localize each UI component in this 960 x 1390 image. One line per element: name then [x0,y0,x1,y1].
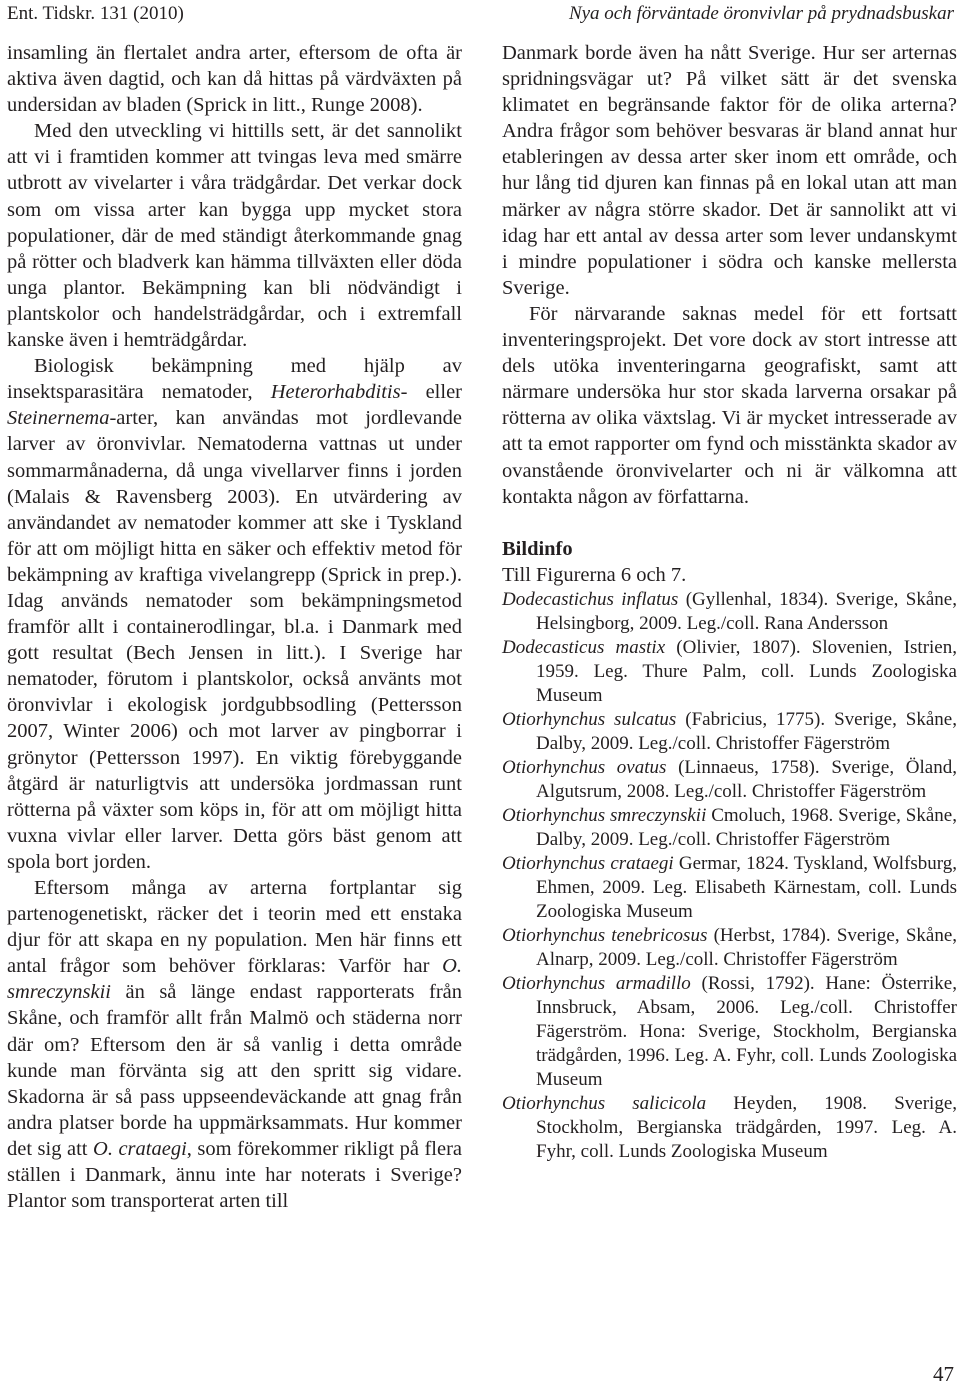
figure-entries-list [502,588,957,1164]
right-paragraph-2: För närvarande saknas medel för ett fortsatt inventeringsprojekt. Det vore dock av stort intresse att dels utöka inventeringarna geografiskt, samt att närmare undersöka hur stor skada larverna orsakar på rötterna av olika växtslag. Vi är mycket intresserade av att ta emot rapporter om fynd och misstänkta skador av ovanstående öronvivelarter och ni är välkomna att kontakta någon av författarna. [502,302,957,508]
figure-entry [502,1092,957,1164]
entry-details: (Fabricius, 1775). Sverige, Skåne, Dalby, 2009. Leg./coll. Christoffer Fägerström [536,708,957,754]
genus-name: Heterorhabditis- [270,381,408,404]
text-span: -arter, kan användas mot jordlevande larver av öronvivlar. Nematoderna vattnas ut under sommarmånaderna, då unga vivellarver finns i jorden (Malais & Ravensberg 2003). En utvärdering av användandet av nematoder kommer att ske i Tyskland för att om möjligt hitta en säker och effektiv metod för bekämpning av kraftiga vivelangrepp (Sprick in prep.). Idag används nematoder som bekämpningsmetod framför allt i containerodlingar, bl.a. i Danmark med gott resultat (Bech Jensen in litt.). I Sverige har nematoder, förutom i plantskolor, också använts mot öronvivlar i ekologisk jordgubbsodling (Pettersson 2007, Winter 2006) och mot larver av pingborrar i grönytor (Pettersson 1997). En viktig förebyggande åtgärd är naturligtvis att undersöka jordmassan runt rötterna på växter som köps in, för att om möjligt hitta vuxna vivlar eller larver. Detta görs bäst genom att spola bort jorden. [7,407,462,873]
figure-entry [502,804,957,852]
entry-details: (Linnaeus, 1758). Sverige, Öland, Algutsrum, 2008. Leg./coll. Christoffer Fägerström [536,756,957,802]
figure-entry [502,852,957,924]
species-name: Otiorhynchus crataegi [502,852,674,874]
text-span: Eftersom många av arterna fortplantar sig partenogenetiskt, räcker det i teorin med ett enstaka djur för att skapa en ny population. Men här finns ett antal frågor som behöver förklaras: Varför har [7,877,462,978]
bildinfo-heading: Bildinfo [502,537,573,560]
page-number: 47 [933,1362,954,1386]
species-name: Dodecastichus inflatus [502,588,679,610]
entry-details: (Herbst, 1784). Sverige, Skåne, Alnarp, 2009. Leg./coll. Christoffer Fägerström [536,924,958,970]
figure-entry [502,588,957,636]
species-name: O. smreczynskii [7,955,462,1004]
text-span: , som förekommer rikligt på flera ställen i Danmark, ännu inte har noterats i Sverige? Plantor som transporterat arten till [7,1137,462,1213]
entry-details: (Rossi, 1792). Hane: Österrike, Innsbruck, Absam, 2006. Leg./coll. Christoffer Fägerström. Hona: Sverige, Stockholm, Bergianska trädgården, 1996. Leg. A. Fyhr, coll. Lunds Zoologiska Museum [536,972,957,1090]
entry-details: (Olivier, 1807). Slovenien, Istrien, 1959. Leg. Thure Palm, coll. Lunds Zoologiska Museum [536,636,957,706]
entry-details: Cmoluch, 1968. Sverige, Skåne, Dalby, 2009. Leg./coll. Christoffer Fägerström [536,804,957,850]
species-name: Otiorhynchus salicicola [502,1092,707,1114]
species-name: Otiorhynchus tenebricosus [502,924,708,946]
figure-entry [502,636,957,708]
figure-entry [502,708,957,756]
species-name: Otiorhynchus sulcatus [502,708,677,730]
species-name: O. crataegi [93,1137,187,1160]
entry-details: Heyden, 1908. Sverige, Stockholm, Bergianska trädgården, 1997. Leg. A. Fyhr, coll. Lunds Zoologiska Museum [536,1092,957,1162]
text-span: Biologisk bekämpning med hjälp av insektsparasitära nematoder, [7,355,462,404]
left-paragraph-4 [7,875,462,1214]
entry-details: Germar, 1824. Tyskland, Wolfsburg, Ehmen, 2009. Leg. Elisabeth Kärnestam, coll. Lunds Zoologiska Museum [536,852,957,922]
text-span: eller [407,381,462,404]
journal-citation: Ent. Tidskr. 131 (2010) [7,3,184,24]
running-title: Nya och förväntade öronvivlar på prydnadsbuskar [568,3,954,24]
right-column [502,40,957,1164]
species-name: Otiorhynchus smreczynskii [502,804,707,826]
right-paragraph-1: Danmark borde även ha nått Sverige. Hur ser arternas spridningsvägar ut? På vilket sätt är det svenska klimatet en begränsande faktor för de olika arterna? Andra frågor som behöver besvaras är bland annat hur etableringen av dessa arter sker inom ett område, och hur lång tid djuren kan finnas på en lokal utan att man märker av några större skador. Det är sannolikt att vi idag har ett antal av dessa arter som lever undanskymt i mindre populationer i södra och kanske mellersta Sverige. [502,42,957,299]
species-name: Otiorhynchus armadillo [502,972,691,994]
entry-details: (Gyllenhal, 1834). Sverige, Skåne, Helsingborg, 2009. Leg./coll. Rana Andersson [536,588,957,634]
left-column [7,40,462,1214]
species-name: Otiorhynchus ovatus [502,756,667,778]
left-paragraph-1: insamling än flertalet andra arter, eftersom de ofta är aktiva även dagtid, och kan då hittas på värdväxten på undersidan av bladen (Sprick in litt., Runge 2008). [7,42,462,117]
figure-entry [502,924,957,972]
species-name: Dodecasticus mastix [502,636,666,658]
figure-entry [502,756,957,804]
text-span: än så länge endast rapporterats från Skåne, och framför allt från Malmö och städerna norr där om? Eftersom den är så vanlig i detta område kunde man förvänta sig att den spritt sig vidare. Skadorna är så pass uppseendeväckande att gnag från andra platser borde ha uppmärksammats. Hur kommer det sig att [7,981,462,1160]
left-paragraph-3 [7,353,462,875]
figure-entry [502,972,957,1092]
bildinfo-subtitle: Till Figurerna 6 och 7. [502,563,687,586]
left-paragraph-2: Med den utveckling vi hittills sett, är det sannolikt att vi i framtiden kommer att tvingas leva med smärre utbrott av vivelarter i våra trädgårdar. Det verkar dock som om vissa arter kan bygga upp mycket stora populationer, där de med ständigt återkommande gnag på rötter och bladverk kan hämma tillväxten eller döda unga plantor. Bekämpning kan bli nödvändigt i plantskolor och handelsträdgårdar, och i extremfall kanske även i hemträdgårdar. [7,120,462,352]
genus-name: Steinernema [7,407,110,430]
